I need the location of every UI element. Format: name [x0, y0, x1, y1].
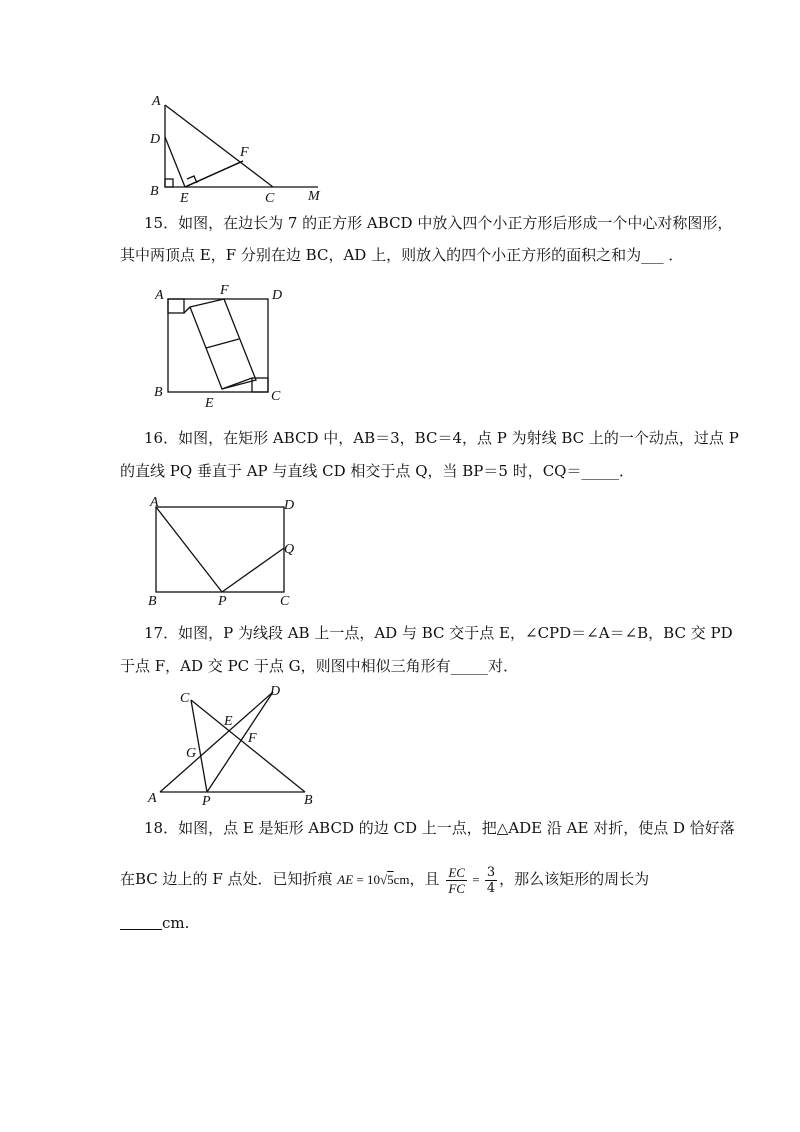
label-G: G [186, 746, 197, 761]
label-B: B [148, 594, 157, 609]
q18-line3 [120, 913, 189, 933]
q18-val-den: 4 [486, 880, 496, 896]
label-C: C [280, 594, 290, 609]
q18-line2-text-a: 在BC 边上的 F 点处．已知折痕 [120, 870, 333, 888]
q18-eq: = [468, 872, 483, 887]
label-F: F [220, 283, 229, 298]
q18-value-fraction [485, 865, 497, 896]
label-P: P [218, 594, 227, 609]
figure-q15 [150, 282, 300, 412]
figure-q17 [140, 682, 330, 807]
label-C: C [271, 389, 281, 404]
q15-line2: 其中两顶点 E，F 分别在边 BC，AD 上，则放入的四个小正方形的面积之和为___ ． [120, 246, 684, 264]
label-E: E [180, 191, 189, 206]
q18-ae: AE [337, 872, 354, 887]
label-D: D [270, 684, 281, 699]
label-C: C [180, 691, 190, 706]
label-A: A [150, 495, 159, 510]
q18-qie: ，且 [409, 870, 440, 888]
q18-ae-formula: AE = 10√5cm [337, 872, 410, 887]
label-B: B [154, 385, 163, 400]
label-B: B [150, 184, 159, 199]
q18-val-num: 3 [486, 864, 496, 880]
q18-frac-den: FC [448, 880, 465, 896]
label-P: P [202, 794, 211, 809]
q16-line1: 16．如图，在矩形 ABCD 中，AB＝3，BC＝4，点 P 为射线 BC 上的一个动点，过点 P [144, 429, 739, 447]
label-F: F [248, 731, 257, 746]
q17-line2: 于点 F，AD 交 PC 于点 G，则图中相似三角形有_____对． [120, 657, 519, 675]
q18-ratio-fraction [446, 865, 467, 896]
label-M: M [308, 189, 320, 204]
q18-line2 [120, 862, 649, 897]
q15-line1: 15．如图，在边长为 7 的正方形 ABCD 中放入四个小正方形后形成一个中心对称图形， [144, 214, 733, 232]
label-A: A [148, 791, 157, 806]
q18-answer-blank[interactable] [120, 915, 162, 930]
label-D: D [150, 132, 161, 147]
label-E: E [224, 714, 233, 729]
q18-frac-num: EC [448, 864, 465, 880]
label-Q: Q [284, 542, 295, 557]
label-A: A [155, 288, 164, 303]
q18-sqrt5: 5 [387, 872, 394, 887]
label-D: D [272, 288, 283, 303]
q18-line2-text-b: ，那么该矩形的周长为 [499, 870, 650, 888]
figure-q16 [140, 495, 315, 610]
figure-q14 [140, 90, 330, 205]
label-A: A [152, 94, 161, 109]
q16-line2: 的直线 PQ 垂直于 AP 与直线 CD 相交于点 Q，当 BP＝5 时，CQ＝_____． [120, 462, 634, 480]
label-C: C [265, 191, 275, 206]
label-F: F [240, 145, 249, 160]
q18-line1: 18．如图，点 E 是矩形 ABCD 的边 CD 上一点，把△ADE 沿 AE 对折，使点 D 恰好落 [144, 819, 735, 837]
q17-line1: 17．如图，P 为线段 AB 上一点，AD 与 BC 交于点 E，∠CPD＝∠A＝∠B，BC 交 PD [144, 624, 733, 642]
label-D: D [284, 498, 295, 513]
label-E: E [205, 396, 214, 411]
q18-cm: cm [393, 872, 410, 887]
label-B: B [304, 793, 313, 808]
q18-ae-eq: = 10 [353, 872, 381, 887]
q18-line3-text: cm. [162, 914, 190, 932]
